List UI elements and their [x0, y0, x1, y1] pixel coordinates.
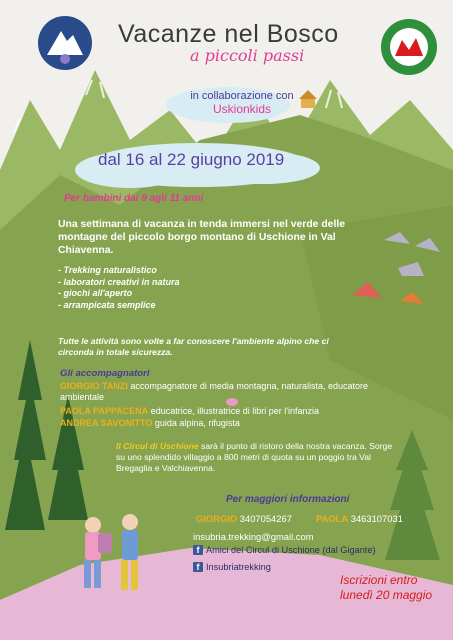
contact-phone[interactable]: 3463107031 — [350, 513, 403, 524]
registration-line: lunedì 20 maggio — [340, 588, 433, 602]
guide-role: educatrice, illustratrice di libri per l'infanzia — [150, 406, 319, 416]
poster-subtitle: a piccoli passi — [190, 46, 305, 65]
collaboration-text: in collaborazione con — [190, 90, 294, 102]
contact-name: PAOLA — [316, 513, 349, 524]
guide-name: ANDREA SAVONITTO — [60, 418, 153, 428]
facebook-label: Insubriatrekking — [206, 562, 271, 572]
circul-uschione-logo — [380, 18, 438, 76]
guide-name: GIORGIO TANZI — [60, 381, 128, 391]
registration-line: Iscrizioni entro — [340, 573, 418, 587]
guide-item — [60, 381, 400, 403]
closing-paragraph: Tutte le attività sono volte a far conoscere l'ambiente alpino che ci circonda in totale sicurezza. — [58, 336, 329, 357]
collaboration-brand: Uskionkids — [212, 102, 272, 116]
intro-paragraph: Una settimana di vacanza in tenda immersi nel verde delle montagne del piccolo borgo montano di Uschione in Val Chiavenna. — [58, 219, 346, 256]
contact-phone[interactable]: 3407054267 — [239, 513, 292, 524]
guide-role: accompagnatore di media montagna, naturalista, educatore ambientale — [60, 381, 369, 402]
contact-name: GIORGIO — [196, 513, 238, 524]
circul-paragraph — [116, 441, 402, 474]
contact-paola — [316, 513, 403, 524]
event-dates: dal 16 al 22 giugno 2019 — [98, 150, 285, 169]
facebook-link[interactable] — [193, 545, 376, 555]
guide-role: guida alpina, rifugista — [154, 418, 240, 428]
circul-text: sarà il punto di ristoro della nostra vacanza. Sorge su uno splendido villaggio a 800 metri di quota su un poggio tra Val Bregaglia e Valchiavenna. — [116, 441, 393, 473]
info-heading: Per maggiori informazioni — [226, 494, 350, 505]
collaboration-block — [168, 90, 316, 116]
facebook-icon: f — [193, 562, 203, 572]
circul-name: Il Circul di Uschione — [116, 441, 199, 451]
contact-giorgio — [196, 513, 292, 524]
contact-email[interactable]: insubria.trekking@gmail.com — [193, 531, 314, 542]
facebook-link[interactable] — [193, 562, 271, 572]
facebook-icon: f — [193, 545, 203, 555]
guides-heading: Gli accompagnatori — [60, 368, 150, 379]
guide-item — [60, 418, 400, 429]
insubria-trekking-logo — [37, 15, 93, 71]
guide-item — [60, 406, 400, 417]
age-range: Per bambini dai 9 agli 11 anni — [64, 193, 204, 204]
facebook-label: Amici del Circul di Uschione (dal Gigante) — [206, 545, 376, 555]
list-item: - Trekking naturalistico — [58, 265, 157, 275]
list-item: - giochi all'aperto — [58, 288, 133, 298]
list-item: - laboratori creativi in natura — [58, 276, 180, 287]
poster-title: Vacanze nel Bosco — [118, 20, 339, 48]
activities-list — [58, 265, 180, 311]
guide-name: PAOLA PAPPACENA — [60, 406, 149, 416]
registration-deadline — [340, 573, 445, 603]
list-item: - arrampicata semplice — [58, 299, 156, 310]
